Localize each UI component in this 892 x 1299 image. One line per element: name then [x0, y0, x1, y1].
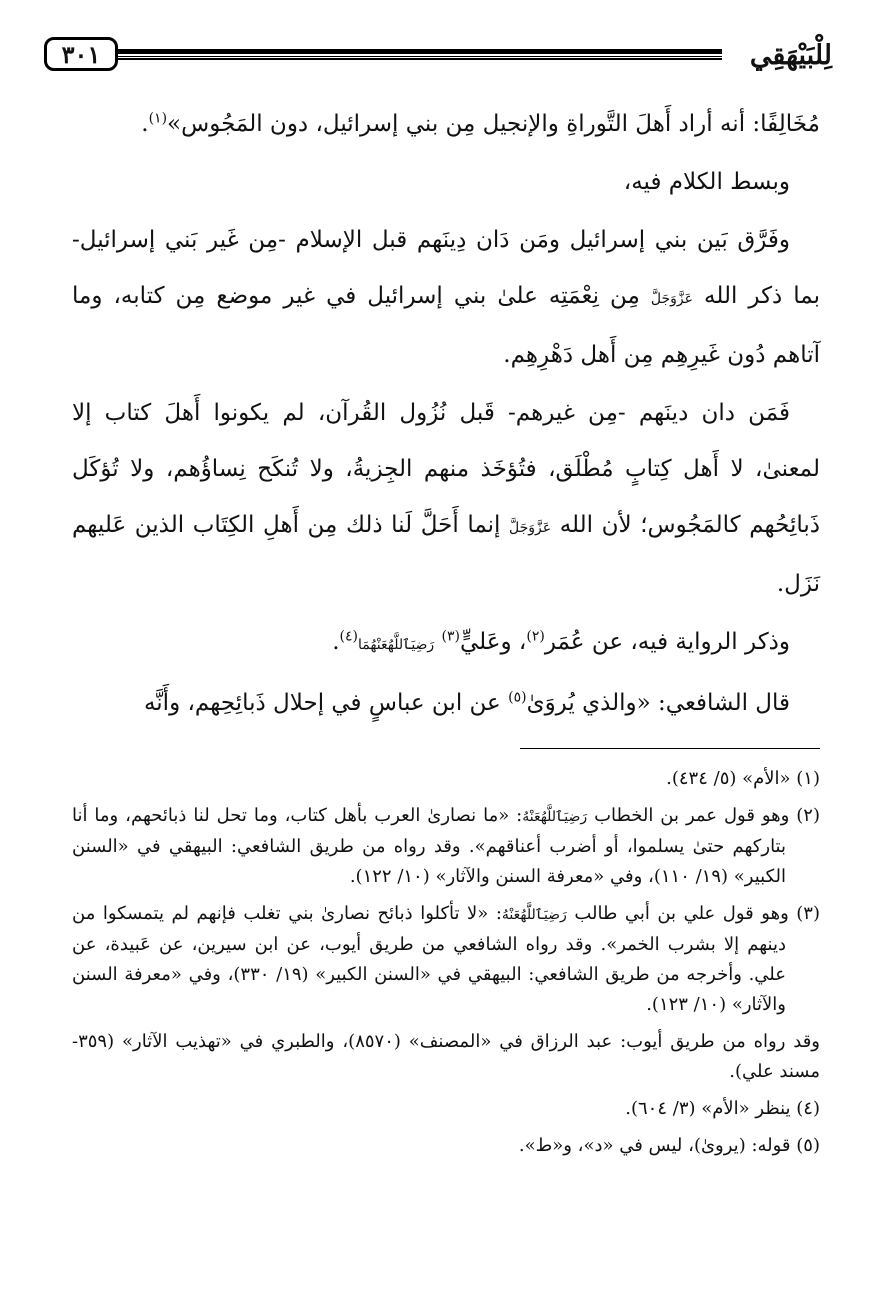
footnote-ref-1[interactable]: (١) — [148, 110, 168, 127]
footnote-2-text-b: : «ما نصارىٰ العرب بأهل كتاب، وما تحل لنا ذبائحهم، وما أنا بتاركهم حتىٰ يسلموا، أو أضرب أعناقهم». وقد رواه من طريق الشافعي: البيهقي في «السنن الكبير» (١٩/ ١١٠)، وفي «معرفة السنن والآثار» (١٠/ ١٢٢). — [72, 805, 786, 887]
paragraph-3 — [72, 212, 820, 383]
footnote-3-text-b: : «لا تأكلوا ذبائح نصارىٰ بني تغلب فإنهم لم يتمسكوا من دينهم إلا بشرب الخمر». وقد رواه الشافعي من طريق أيوب، عن ابن سيرين، عن عَبيدة، عن علي. وأخرجه من طريق الشافعي: البيهقي في «السنن الكبير» (١٩/ ٣٣٠)، وفي «معرفة السنن والآثار» (١٠/ ١٢٣). — [72, 903, 786, 1015]
paragraph-5-end: . — [332, 629, 340, 655]
paragraph-3-text-b: مِن نِعْمَتِه علىٰ بني إسرائيل في غير موضع مِن كتابه، وما آتاهم دُون غَيرِهِم مِن أَهل دَهْرِهِم. — [72, 283, 820, 368]
footnote-ref-4[interactable]: (٤) — [339, 628, 358, 645]
paragraph-6-text-a: قال الشافعي: «والذي يُروَىٰ — [526, 690, 790, 716]
header-title: لِلْبَيْهَقِي — [749, 40, 832, 71]
paragraph-4-text-b: إنما أَحَلَّ لَنا ذلك مِن أَهلِ الكِتَاب الذين عَليهم نَزَل. — [72, 512, 820, 597]
footnote-divider — [520, 748, 820, 749]
paragraph-4-text-a: فَمَن دان دينَهم -مِن غيرهم- قَبل نُزُول القُرآن، لم يكونوا أَهلَ كتاب إلا لمعنىٰ، لا أَهل كِتابٍ مُطْلَق، فتُؤخَذ منهم الجِزيةُ، ولا تُنكَح نِساؤُهم، ولا تُؤكَل ذَبائِحُهم كالمَجُوس؛ لأن الله — [72, 400, 821, 538]
header-rule — [116, 49, 722, 60]
footnotes — [72, 764, 820, 1168]
footnote-5: (٥) قوله: (يروىٰ)، ليس في «د»، و«ط». — [518, 1135, 820, 1156]
paragraph-1-end: . — [141, 111, 149, 137]
honorific-glyph: رَضِيَٱللَّهُعَنْهُ — [522, 809, 588, 825]
running-header — [44, 34, 832, 78]
footnote-3-continued: وقد رواه من طريق أيوب: عبد الرزاق في «المصنف» (٨٥٧٠)، والطبري في «تهذيب الآثار» (٣٥٩- مسند علي). — [72, 1031, 821, 1082]
paragraph-5-text-a: وذكر الرواية فيه، عن عُمَر — [544, 629, 790, 655]
main-text — [72, 96, 820, 733]
honorific-glyph: رَضِيَٱللَّهُعَنْهُ — [501, 907, 567, 923]
honorific-glyph: عَزَّوَجَلَّ — [650, 291, 693, 307]
paragraph-2: وبسط الكلام فيه، — [623, 169, 790, 195]
honorific-glyph: رَضِيَٱللَّهُعَنْهُمَا — [357, 637, 435, 653]
footnote-2 — [72, 801, 820, 892]
paragraph-1 — [72, 96, 820, 152]
page-number: ٣٠١ — [44, 37, 118, 71]
footnote-3-text-a: (٣) وهو قول علي بن أبي طالب — [574, 903, 820, 924]
paragraph-4 — [72, 385, 820, 612]
paragraph-5 — [72, 614, 820, 673]
footnote-1: (١) «الأم» (٥/ ٤٣٤). — [666, 768, 820, 789]
footnote-ref-3[interactable]: (٣) — [441, 628, 460, 645]
footnote-2-text-a: (٢) وهو قول عمر بن الخطاب — [594, 805, 820, 826]
footnote-ref-5[interactable]: (٥) — [508, 689, 527, 706]
paragraph-3-text-a: وفَرَّق بَين بني إسرائيل ومَن دَان دِينَهم قبل الإسلام -مِن غَير بَني إسرائيل- بما ذكر الله — [72, 227, 820, 309]
footnote-3 — [72, 899, 820, 1020]
footnote-4: (٤) ينظر «الأم» (٣/ ٦٠٤). — [625, 1098, 820, 1119]
paragraph-6 — [72, 675, 820, 731]
footnote-ref-2[interactable]: (٢) — [526, 628, 545, 645]
paragraph-1-text: مُخَالِفًا: أنه أراد أَهلَ التَّوراةِ والإنجيل مِن بني إسرائيل، دون المَجُوس» — [167, 111, 820, 137]
paragraph-6-text-b: عن ابن عباسٍ في إحلال ذَبائِحِهم، وأَنَّه — [143, 690, 501, 716]
honorific-glyph: عَزَّوَجَلَّ — [509, 520, 552, 536]
paragraph-5-text-b: ، وعَليٍّ — [459, 629, 527, 655]
